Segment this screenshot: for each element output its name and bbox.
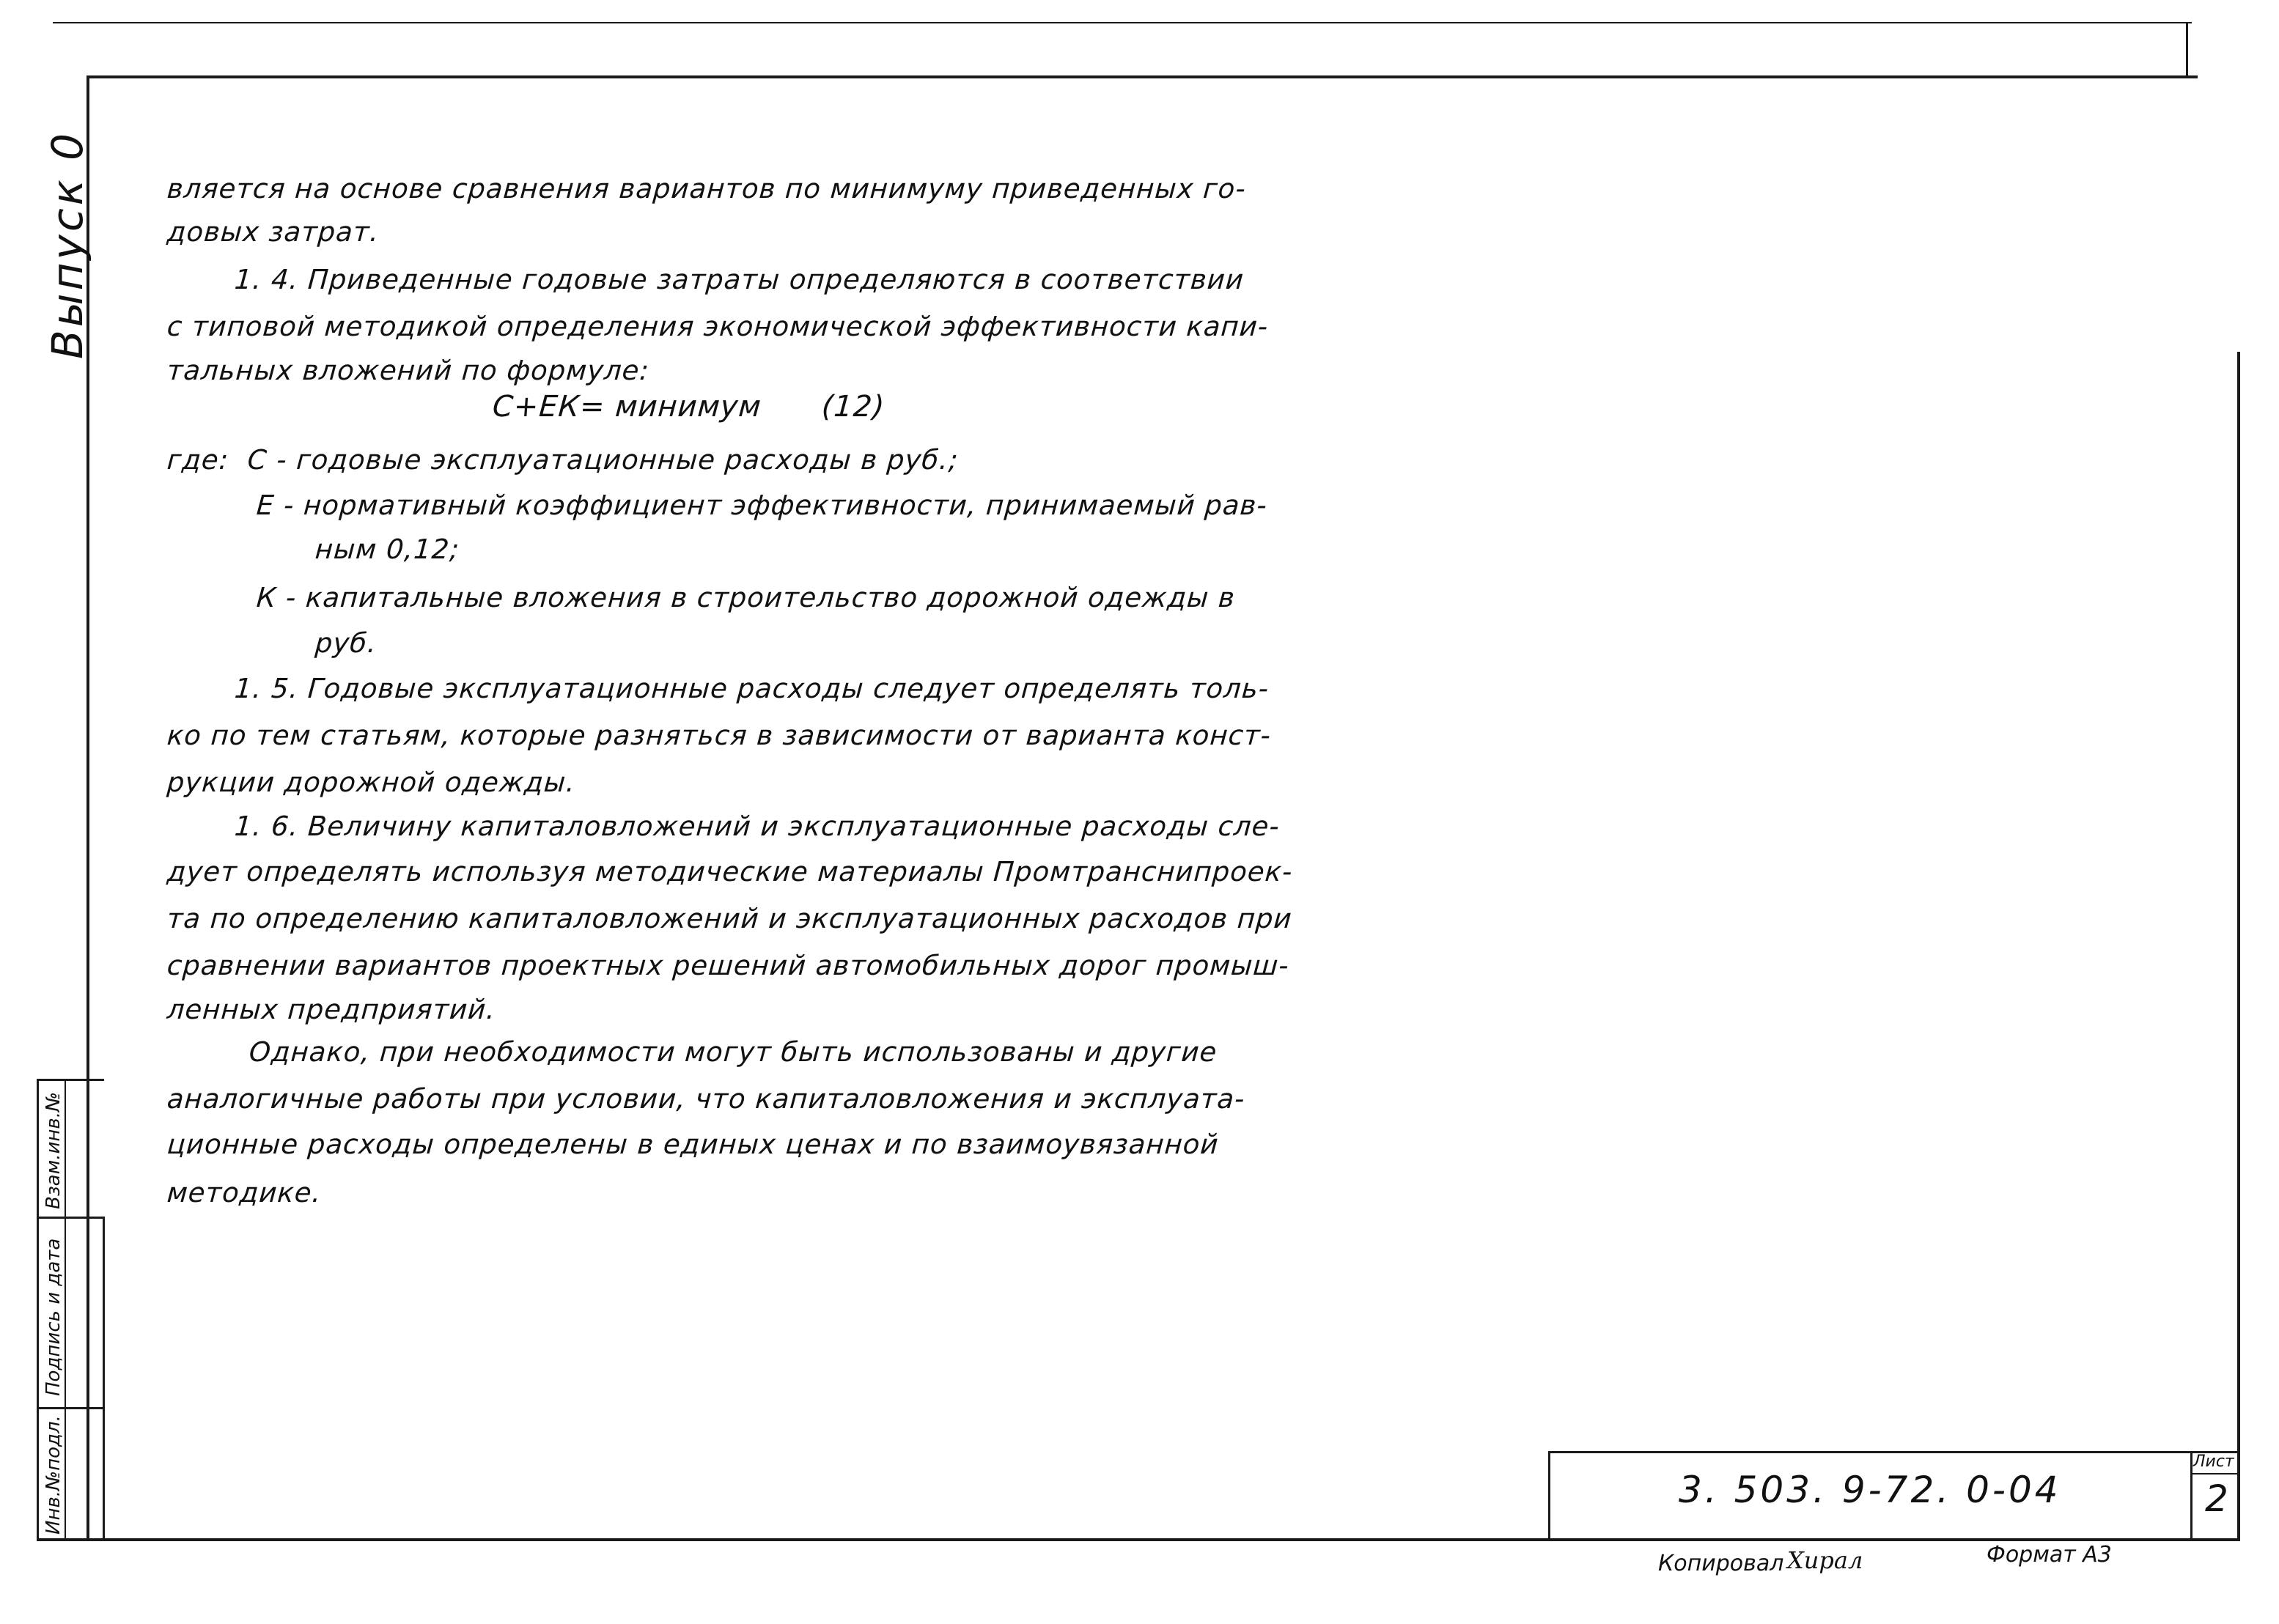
text-line-e-cont: ным 0,12; bbox=[314, 534, 461, 565]
text-line-where-c: где: С - годовые эксплуатационные расходы в руб.; bbox=[166, 444, 960, 476]
title-block-left bbox=[1548, 1451, 1550, 1540]
text-line-k-cont: руб. bbox=[314, 627, 378, 659]
format-label: Формат А3 bbox=[1987, 1542, 2112, 1568]
stamp-row-1 bbox=[37, 1217, 104, 1219]
text-line-e: Е - нормативный коэффициент эффективности, принимаемый рав- bbox=[255, 490, 1269, 521]
sheet-label: Лист bbox=[2193, 1453, 2234, 1471]
stamp-column-left-border bbox=[37, 1079, 39, 1540]
document-code: 3. 503. 9-72. 0-04 bbox=[1679, 1469, 2061, 1511]
text-line-19: дует определять используя методические материалы Промтранснипроек- bbox=[166, 856, 1295, 887]
title-block-top bbox=[1548, 1451, 2240, 1453]
text-line-18: 1. 6. Величину капиталовложений и эксплуатационные расходы сле- bbox=[233, 811, 1281, 842]
copied-by-signature: Хирал bbox=[1787, 1546, 1863, 1574]
top-edge-tick bbox=[2186, 22, 2188, 76]
stamp-column-divider bbox=[65, 1079, 66, 1540]
stamp-row-top bbox=[37, 1079, 104, 1081]
top-edge-line bbox=[53, 22, 2192, 23]
text-line-5: тальных вложений по формуле: bbox=[166, 355, 651, 386]
text-line-26: методике. bbox=[166, 1177, 323, 1208]
text-line-3: 1. 4. Приведенные годовые затраты определяются в соответствии bbox=[233, 264, 1245, 295]
stamp-label-original-inventory: Инв.№подл. bbox=[43, 1415, 65, 1535]
text-line-21: сравнении вариантов проектных решений автомобильных дорог промыш- bbox=[166, 950, 1291, 981]
text-line-24: аналогичные работы при условии, что капиталовложения и эксплуата- bbox=[166, 1083, 1247, 1115]
sheet-number: 2 bbox=[2205, 1477, 2228, 1520]
formula-line: С+ЕК= минимум (12) bbox=[491, 390, 886, 424]
text-line-25: ционные расходы определены в единых ценах и по взаимоувязанной bbox=[166, 1129, 1221, 1160]
stamp-row-2 bbox=[37, 1407, 104, 1409]
text-line-k: К - капитальные вложения в строительство дорожной одежды в bbox=[255, 582, 1237, 613]
side-title: Выпуск 0 bbox=[43, 130, 92, 359]
copied-by-label: Копировал bbox=[1658, 1551, 1784, 1576]
stamp-label-replacement-inventory: Взам.инв.№ bbox=[43, 1092, 65, 1209]
text-line-1: вляется на основе сравнения вариантов по минимуму приведенных го- bbox=[166, 173, 1248, 204]
frame-bottom-border bbox=[37, 1538, 2240, 1541]
text-line-23: Однако, при необходимости могут быть использованы и другие bbox=[248, 1036, 1218, 1068]
stamp-column-right-border bbox=[103, 1217, 105, 1540]
text-line-16: ко по тем статьям, которые разняться в зависимости от варианта конст- bbox=[166, 720, 1273, 751]
text-line-15: 1. 5. Годовые эксплуатационные расходы следует определять толь- bbox=[233, 673, 1270, 704]
stamp-label-signature-date: Подпись и дата bbox=[43, 1238, 65, 1396]
frame-top-border bbox=[86, 75, 2198, 78]
frame-right-border bbox=[2237, 352, 2240, 1540]
title-block-sheet-label-line bbox=[2190, 1473, 2239, 1474]
text-line-4: с типовой методикой определения экономической эффективности капи- bbox=[166, 311, 1270, 342]
title-block-sheet-divider bbox=[2190, 1451, 2193, 1540]
text-line-20: та по определению капиталовложений и эксплуатационных расходов при bbox=[166, 903, 1294, 934]
text-line-2: довых затрат. bbox=[166, 216, 380, 248]
text-line-22: ленных предприятий. bbox=[166, 994, 497, 1025]
text-line-17: рукции дорожной одежды. bbox=[166, 767, 577, 798]
